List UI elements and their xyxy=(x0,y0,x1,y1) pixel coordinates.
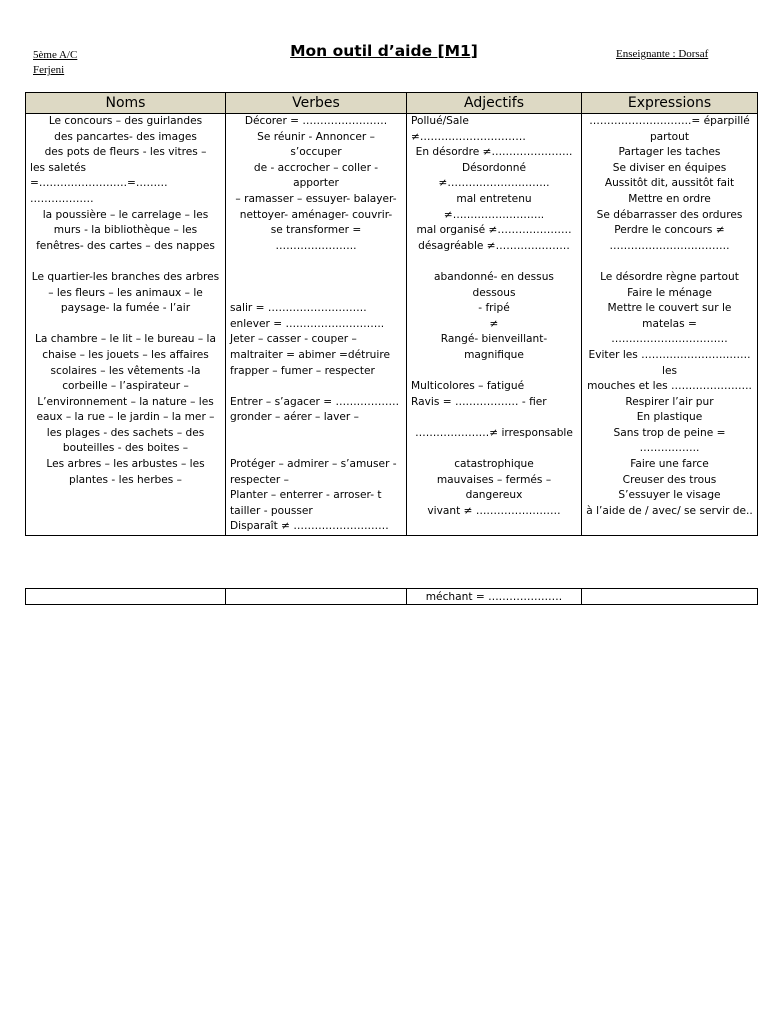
cell-line: partout xyxy=(649,130,690,143)
cell-line xyxy=(30,254,221,270)
cell-line: catastrophique xyxy=(454,458,534,471)
cell-line: respecter – xyxy=(230,473,289,486)
cell-line: fenêtres- des cartes – des nappes xyxy=(36,239,215,252)
cell-line: Ravis = ……………… - fier xyxy=(411,395,547,408)
cell-line: Pollué/Sale ≠………………………… xyxy=(411,115,526,143)
cell-line: Le désordre règne partout xyxy=(600,270,739,283)
cell-line: Faire une farce xyxy=(630,458,709,471)
cell-line: Respirer l’air pur xyxy=(625,395,714,408)
cell-line: Faire le ménage xyxy=(627,286,712,299)
table-row xyxy=(26,114,758,536)
cell-line xyxy=(411,441,577,457)
extra-cell-noms xyxy=(26,589,226,605)
cell-line: Perdre le concours ≠ xyxy=(614,224,725,237)
cell-line: des pots de fleurs - les vitres – xyxy=(44,146,207,159)
extra-cell-expressions xyxy=(582,589,758,605)
cell-line: – les fleurs – les animaux – le xyxy=(48,286,203,299)
cell-line: Le concours – des guirlandes xyxy=(48,115,203,127)
cell-line: Sans trop de peine = …………….. xyxy=(613,426,726,455)
cell-line: Le quartier-les branches des arbres xyxy=(31,270,220,283)
cell-line: bouteilles - des boites – xyxy=(62,442,189,455)
cell-line xyxy=(230,379,402,395)
cell-line: dangereux xyxy=(465,489,523,502)
extra-row-table xyxy=(25,588,758,605)
cell-line: Creuser des trous xyxy=(622,473,717,486)
table-row xyxy=(26,589,758,605)
cell-line: Mettre le couvert sur le xyxy=(607,302,732,315)
cell-line: eaux – la rue – le jardin – la mer – xyxy=(36,411,215,424)
cell-line xyxy=(230,254,402,270)
cell-line xyxy=(230,270,402,286)
cell-line: mauvaises – fermés – xyxy=(436,473,552,486)
cell-line: Multicolores – fatigué xyxy=(411,380,525,393)
column-header-verbes: Verbes xyxy=(226,93,407,114)
cell-expressions xyxy=(582,114,758,536)
cell-line: tailler - pousser xyxy=(230,504,313,517)
student-name-label: Ferjeni xyxy=(33,64,65,76)
cell-line: Se diviser en équipes xyxy=(612,161,727,174)
cell-line: salir = ………………………. xyxy=(230,302,367,315)
cell-line: L’environnement – la nature – les xyxy=(37,395,214,408)
cell-line xyxy=(230,286,402,302)
cell-line: les plages - des sachets – des xyxy=(46,426,205,439)
cell-line xyxy=(230,441,402,457)
cell-line: ……………… xyxy=(30,192,94,205)
cell-line: Aussitôt dit, aussitôt fait xyxy=(604,177,735,190)
cell-line: – ramasser – essuyer- balayer- xyxy=(235,192,397,205)
cell-line: Disparaît ≠ ……………………… xyxy=(230,520,389,533)
cell-line: désagréable ≠………………… xyxy=(418,239,570,252)
cell-line: corbeille – l’aspirateur – xyxy=(62,380,189,393)
cell-line: enlever = ………………………. xyxy=(230,317,385,330)
cell-line: mal organisé ≠………………… xyxy=(416,224,572,237)
cell-line: …………………≠ irresponsable xyxy=(415,426,573,439)
cell-line: ≠…………………….. xyxy=(443,208,545,221)
cell-line: magnifique xyxy=(464,348,524,361)
cell-line xyxy=(411,364,577,380)
cell-line: de - accrocher – coller - apporter xyxy=(253,161,379,190)
cell-line: Partager les taches xyxy=(618,146,721,159)
class-label: 5ème A/C xyxy=(33,49,78,61)
cell-line xyxy=(30,317,221,333)
cell-line: Eviter les …………………………. les xyxy=(588,348,751,377)
cell-line: chaise – les jouets – les affaires xyxy=(42,348,209,361)
cell-line: les saletés =…………………….=……… xyxy=(30,161,168,190)
table-header-row xyxy=(26,93,758,114)
cell-line: scolaires – les vêtements -la xyxy=(50,364,201,377)
cell-line: ……………………………. xyxy=(609,239,730,252)
cell-line: En plastique xyxy=(636,411,703,424)
cell-line: Planter – enterrer - arroser- t xyxy=(230,489,382,502)
cell-line: des pancartes- des images xyxy=(54,130,197,143)
cell-line xyxy=(586,254,753,270)
cell-line: ≠ xyxy=(489,317,499,330)
cell-line: paysage- la fumée - l’air xyxy=(60,302,191,315)
cell-line: Jeter – casser - couper – xyxy=(230,333,357,346)
cell-line: matelas = …………………………… xyxy=(611,317,728,346)
cell-line: maltraiter = abimer =détruire xyxy=(230,348,390,361)
cell-verbes xyxy=(226,114,407,536)
extra-cell-verbes xyxy=(226,589,407,605)
cell-line: mal entretenu xyxy=(456,192,532,205)
cell-line: à l’aide de / avec/ se servir de.. xyxy=(586,504,753,517)
cell-line: frapper – fumer – respecter xyxy=(230,364,375,377)
cell-line: ………………………..= éparpillé xyxy=(589,115,750,127)
cell-line: la poussière – le carrelage – les xyxy=(42,208,209,221)
cell-line xyxy=(411,410,577,426)
cell-line: mouches et les ………………….. xyxy=(587,380,752,393)
cell-line: plantes - les herbes – xyxy=(69,473,182,486)
column-header-expressions: Expressions xyxy=(582,93,758,114)
cell-line: S’essuyer le visage xyxy=(618,489,721,502)
cell-line: murs - la bibliothèque – les xyxy=(53,224,198,237)
cell-line: gronder – aérer – laver – xyxy=(230,411,359,424)
extra-cell-adjectifs: méchant = ………………… xyxy=(407,589,582,605)
cell-line: La chambre – le lit – le bureau – la xyxy=(35,333,216,346)
column-header-adjectifs: Adjectifs xyxy=(407,93,582,114)
cell-line: Se réunir - Annoncer – s’occuper xyxy=(257,130,375,159)
teacher-label: Enseignante : Dorsaf xyxy=(616,48,709,60)
cell-noms xyxy=(26,114,226,536)
cell-line: Protéger – admirer – s’amuser - xyxy=(230,458,397,471)
cell-line: vivant ≠ …………………… xyxy=(427,504,561,517)
cell-line: Désordonné xyxy=(462,161,526,174)
cell-line: se transformer = ………………….. xyxy=(270,224,362,252)
cell-line: Rangé- bienveillant- xyxy=(440,333,548,346)
cell-line: Les arbres – les arbustes – les xyxy=(46,458,205,471)
cell-line xyxy=(230,426,402,442)
cell-line: En désordre ≠………………….. xyxy=(415,146,573,159)
cell-line: Décorer = …………………… xyxy=(244,115,388,127)
cell-line: - fripé xyxy=(478,302,510,315)
cell-line: Entrer – s’agacer = ……………… xyxy=(230,395,400,408)
vocabulary-table xyxy=(25,92,758,536)
cell-line: Se débarrasser des ordures xyxy=(596,208,743,221)
cell-line: nettoyer- aménager- couvrir- xyxy=(239,208,393,221)
page-title: Mon outil d’aide [M1] xyxy=(290,42,478,60)
cell-line xyxy=(411,254,577,270)
cell-adjectifs xyxy=(407,114,582,536)
cell-line: Mettre en ordre xyxy=(628,192,711,205)
column-header-noms: Noms xyxy=(26,93,226,114)
cell-line: abandonné- en dessus dessous xyxy=(434,270,554,299)
cell-line: ≠……………………….. xyxy=(438,177,550,190)
